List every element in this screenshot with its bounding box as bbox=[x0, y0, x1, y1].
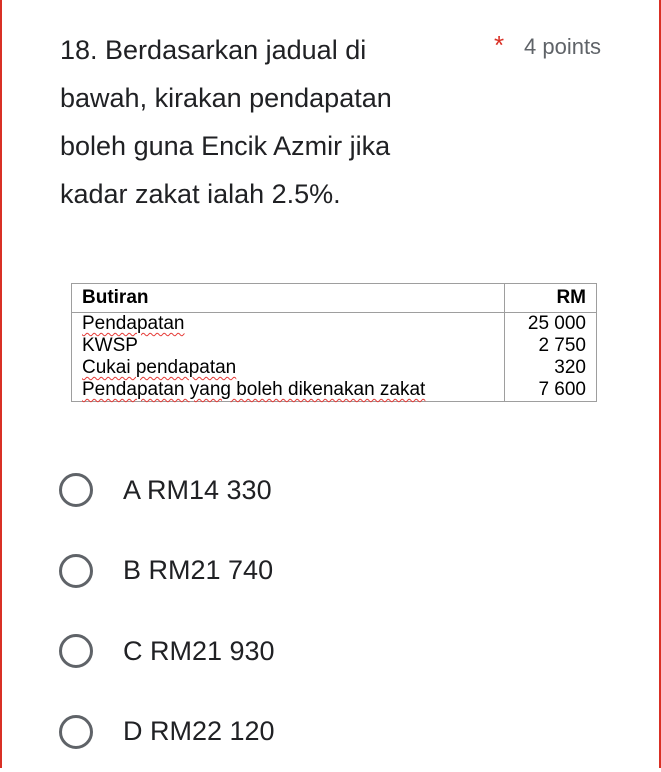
table-row bbox=[72, 379, 597, 402]
option-b[interactable] bbox=[59, 531, 275, 612]
data-table-image bbox=[71, 283, 597, 409]
option-label: A RM14 330 bbox=[123, 475, 272, 506]
points-label: 4 points bbox=[524, 34, 601, 60]
option-c[interactable] bbox=[59, 611, 275, 692]
answer-options bbox=[59, 450, 275, 772]
radio-button-icon[interactable] bbox=[59, 634, 93, 668]
table-cell-value: 25 000 bbox=[505, 313, 597, 336]
table-cell-value: 320 bbox=[505, 357, 597, 379]
table-cell-item: Cukai pendapatan bbox=[82, 357, 236, 378]
table-row bbox=[72, 335, 597, 357]
table-cell-item: KWSP bbox=[82, 335, 138, 356]
radio-button-icon[interactable] bbox=[59, 715, 93, 749]
table-header-value: RM bbox=[505, 284, 597, 313]
table-cell-value: 7 600 bbox=[505, 379, 597, 402]
table-row bbox=[72, 313, 597, 336]
radio-button-icon[interactable] bbox=[59, 554, 93, 588]
option-label: B RM21 740 bbox=[123, 555, 273, 586]
table-row bbox=[72, 357, 597, 379]
table-header-row bbox=[72, 284, 597, 313]
option-label: D RM22 120 bbox=[123, 716, 275, 747]
table-cell-item: Pendapatan bbox=[82, 313, 185, 334]
table-cell-item: Pendapatan yang boleh dikenakan zakat bbox=[82, 379, 425, 400]
option-label: C RM21 930 bbox=[123, 636, 275, 667]
question-text: 18. Berdasarkan jadual di bawah, kirakan pendapatan boleh guna Encik Azmir jika kadar zakat ialah 2.5%. bbox=[60, 26, 460, 218]
table-cell-value: 2 750 bbox=[505, 335, 597, 357]
option-a[interactable] bbox=[59, 450, 275, 531]
radio-button-icon[interactable] bbox=[59, 473, 93, 507]
data-table bbox=[71, 283, 597, 402]
required-asterisk: * bbox=[494, 30, 504, 61]
table-header-item: Butiran bbox=[72, 284, 505, 313]
option-d[interactable] bbox=[59, 692, 275, 772]
